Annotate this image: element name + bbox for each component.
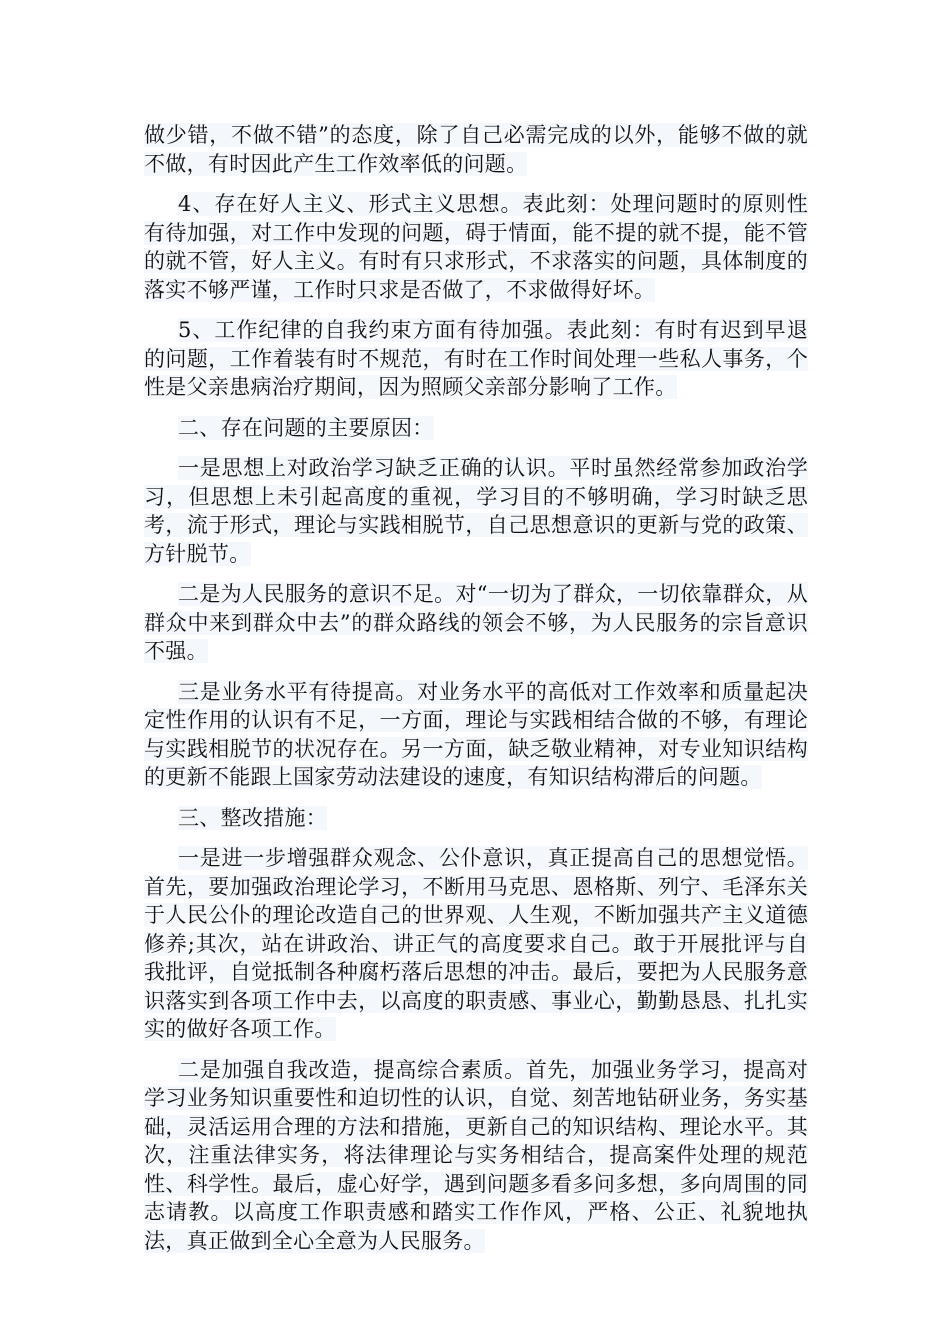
paragraph-2-text: 4、存在好人主义、形式主义思想。表此刻：处理问题时的原则性有待加强，对工作中发现的问题，碍于情面，能不提的就不提，能不管的就不管，好人主义。有时有只求形式，不求落实的问题，具体制度的落实不够严谨，工作时只求是否做了，不求做得好坏。 (144, 192, 808, 302)
paragraph-7 (144, 678, 808, 792)
paragraph-1-text: 做少错，不做不错”的态度，除了自己必需完成的以外，能够不做的就不做，有时因此产生工作效率低的问题。 (144, 123, 808, 176)
document-body (144, 121, 808, 1267)
paragraph-9-text: 一是进一步增强群众观念、公仆意识，真正提高自己的思想觉悟。首先，要加强政治理论学习，不断用马克思、恩格斯、列宁、毛泽东关于人民公仆的理论改造自己的世界观、人生观，不断加强共产主义道德修养;其次，站在讲政治、讲正气的高度要求自己。敢于开展批评与自我批评，自觉抵制各种腐朽落后思想的冲击。最后，要把为人民服务意识落实到各项工作中去，以高度的职责感、事业心，勤勤恳恳、扎扎实实的做好各项工作。 (144, 846, 808, 1041)
paragraph-6 (144, 580, 808, 666)
paragraph-5-text: 一是思想上对政治学习缺乏正确的认识。平时虽然经常参加政治学习，但思想上未引起高度的重视，学习目的不够明确，学习时缺乏思考，流于形式，理论与实践相脱节，自己思想意识的更新与党的政策、方针脱节。 (144, 456, 808, 566)
section-heading-causes-text: 二、存在问题的主要原因： (178, 415, 434, 440)
paragraph-7-text: 三是业务水平有待提高。对业务水平的高低对工作效率和质量起决定性作用的认识有不足，一方面，理论与实践相结合做的不够，有理论与实践相脱节的状况存在。另一方面，缺乏敬业精神，对专业知识结构的更新不能跟上国家劳动法建设的速度，有知识结构滞后的问题。 (144, 679, 808, 789)
paragraph-3 (144, 316, 808, 402)
paragraph-10-text: 二是加强自我改造，提高综合素质。首先，加强业务学习，提高对学习业务知识重要性和迫切性的认识，自觉、刻苦地钻研业务，务实基础，灵活运用合理的方法和措施，更新自己的知识结构、理论水平。其次，注重法律实务，将法律理论与实务相结合，提高案件处理的规范性、科学性。最后，虚心好学，遇到问题多看多问多想，多向周围的同志请教。以高度工作职责感和踏实工作作风，严格、公正、礼貌地执法，真正做到全心全意为人民服务。 (144, 1057, 808, 1253)
paragraph-1 (144, 121, 808, 178)
paragraph-10 (144, 1056, 808, 1256)
section-heading-measures-text: 三、整改措施： (178, 805, 328, 830)
paragraph-5 (144, 454, 808, 568)
paragraph-3-text: 5、工作纪律的自我约束方面有待加强。表此刻：有时有迟到早退的问题，工作着装有时不规范，有时在工作时间处理一些私人事务，个性是父亲患病治疗期间，因为照顾父亲部分影响了工作。 (144, 318, 808, 399)
paragraph-6-text: 二是为人民服务的意识不足。对“一切为了群众，一切依靠群众，从群众中来到群众中去”的群众路线的领会不够，为人民服务的宗旨意识不强。 (144, 582, 808, 663)
paragraph-9 (144, 844, 808, 1044)
section-heading-causes (144, 414, 808, 443)
paragraph-2 (144, 190, 808, 304)
section-heading-measures (144, 804, 808, 833)
